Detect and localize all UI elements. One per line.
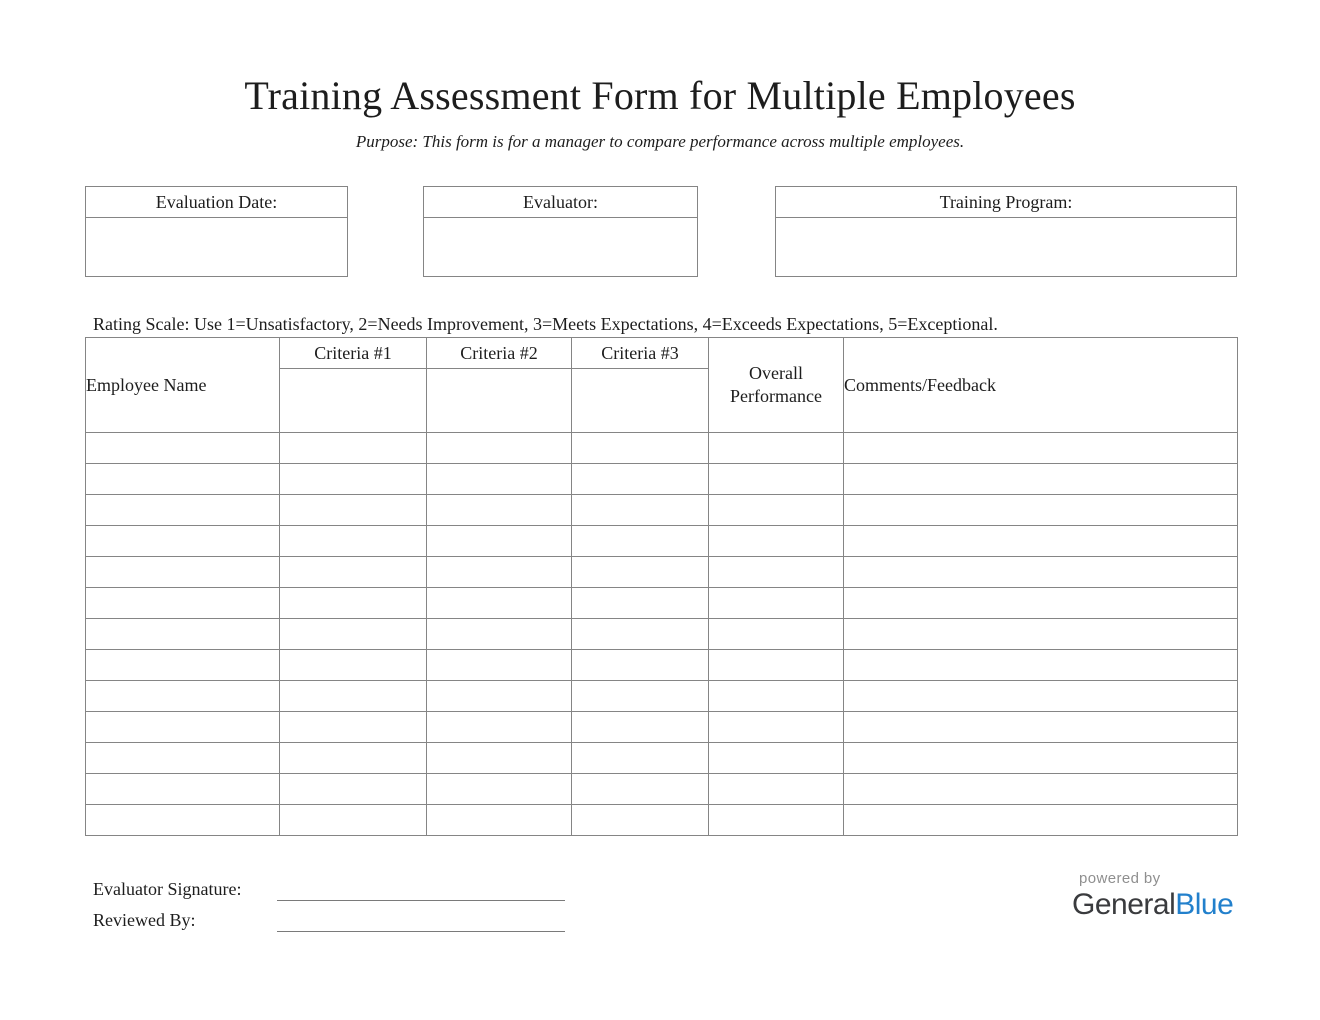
empty-cell[interactable] xyxy=(572,588,709,619)
table-row xyxy=(86,774,1238,805)
empty-cell[interactable] xyxy=(572,433,709,464)
column-header-criteria-1: Criteria #1 xyxy=(280,338,427,369)
empty-cell[interactable] xyxy=(86,526,280,557)
empty-cell[interactable] xyxy=(86,681,280,712)
evaluator-field[interactable] xyxy=(424,218,697,276)
empty-cell[interactable] xyxy=(280,681,427,712)
empty-cell[interactable] xyxy=(280,433,427,464)
empty-cell[interactable] xyxy=(844,774,1238,805)
empty-cell[interactable] xyxy=(280,774,427,805)
empty-cell[interactable] xyxy=(86,619,280,650)
table-row xyxy=(86,464,1238,495)
table-row xyxy=(86,681,1238,712)
table-row xyxy=(86,433,1238,464)
empty-cell[interactable] xyxy=(86,464,280,495)
empty-cell[interactable] xyxy=(709,743,844,774)
empty-cell[interactable] xyxy=(844,681,1238,712)
empty-cell[interactable] xyxy=(709,712,844,743)
table-row xyxy=(86,650,1238,681)
empty-cell[interactable] xyxy=(280,805,427,836)
evaluator-signature-line[interactable] xyxy=(277,874,565,901)
empty-cell[interactable] xyxy=(572,557,709,588)
column-header-comments-feedback: Comments/Feedback xyxy=(844,338,1238,433)
empty-cell[interactable] xyxy=(572,526,709,557)
empty-cell[interactable] xyxy=(709,774,844,805)
evaluator-label: Evaluator: xyxy=(424,187,697,218)
evaluation-date-box xyxy=(85,186,348,277)
empty-cell[interactable] xyxy=(844,495,1238,526)
empty-cell[interactable] xyxy=(427,557,572,588)
rating-scale-text: Rating Scale: Use 1=Unsatisfactory, 2=Needs Improvement, 3=Meets Expectations, 4=Exceeds Expectations, 5=Exceptional. xyxy=(93,314,998,334)
empty-cell[interactable] xyxy=(572,650,709,681)
empty-cell[interactable] xyxy=(427,743,572,774)
empty-cell[interactable] xyxy=(427,774,572,805)
empty-cell[interactable] xyxy=(844,619,1238,650)
empty-cell[interactable] xyxy=(709,464,844,495)
empty-cell[interactable] xyxy=(427,433,572,464)
empty-cell[interactable] xyxy=(709,805,844,836)
reviewed-by-row xyxy=(93,905,565,936)
empty-cell[interactable] xyxy=(427,464,572,495)
brand-name-general: General xyxy=(1072,888,1176,921)
empty-cell[interactable] xyxy=(572,805,709,836)
empty-cell[interactable] xyxy=(844,805,1238,836)
table-row xyxy=(86,743,1238,774)
table-row xyxy=(86,495,1238,526)
empty-cell[interactable] xyxy=(572,495,709,526)
empty-cell[interactable] xyxy=(86,495,280,526)
empty-cell[interactable] xyxy=(427,805,572,836)
table-row xyxy=(86,526,1238,557)
empty-cell[interactable] xyxy=(427,526,572,557)
empty-cell[interactable] xyxy=(280,495,427,526)
empty-cell[interactable] xyxy=(427,588,572,619)
empty-cell[interactable] xyxy=(427,681,572,712)
empty-cell[interactable] xyxy=(427,650,572,681)
table-row xyxy=(86,557,1238,588)
empty-cell[interactable] xyxy=(709,588,844,619)
empty-cell[interactable] xyxy=(280,526,427,557)
empty-cell[interactable] xyxy=(572,681,709,712)
brand-footer xyxy=(1072,870,1233,921)
empty-cell[interactable] xyxy=(709,681,844,712)
column-header-criteria-3: Criteria #3 xyxy=(572,338,709,369)
empty-cell[interactable] xyxy=(844,650,1238,681)
empty-cell[interactable] xyxy=(844,743,1238,774)
empty-cell[interactable] xyxy=(280,557,427,588)
empty-cell[interactable] xyxy=(572,743,709,774)
criteria-2-name-field[interactable] xyxy=(427,369,572,433)
empty-cell[interactable] xyxy=(86,588,280,619)
empty-cell[interactable] xyxy=(280,588,427,619)
assessment-table-header xyxy=(86,338,1238,433)
empty-cell[interactable] xyxy=(709,495,844,526)
assessment-table-body xyxy=(86,433,1238,836)
empty-cell[interactable] xyxy=(280,712,427,743)
training-program-label: Training Program: xyxy=(776,187,1236,218)
empty-cell[interactable] xyxy=(427,495,572,526)
signature-section xyxy=(93,874,565,936)
empty-cell[interactable] xyxy=(427,712,572,743)
column-header-employee-name: Employee Name xyxy=(86,338,280,433)
empty-cell[interactable] xyxy=(280,743,427,774)
empty-cell[interactable] xyxy=(572,712,709,743)
table-row xyxy=(86,619,1238,650)
empty-cell[interactable] xyxy=(844,526,1238,557)
empty-cell[interactable] xyxy=(86,712,280,743)
criteria-1-name-field[interactable] xyxy=(280,369,427,433)
empty-cell[interactable] xyxy=(280,650,427,681)
empty-cell[interactable] xyxy=(844,433,1238,464)
table-row xyxy=(86,588,1238,619)
evaluator-signature-label: Evaluator Signature: xyxy=(93,879,242,899)
empty-cell[interactable] xyxy=(844,588,1238,619)
column-header-overall-performance: Overall Performance xyxy=(709,338,844,433)
empty-cell[interactable] xyxy=(709,619,844,650)
column-header-criteria-2: Criteria #2 xyxy=(427,338,572,369)
empty-cell[interactable] xyxy=(844,557,1238,588)
assessment-table xyxy=(85,337,1238,836)
empty-cell[interactable] xyxy=(844,464,1238,495)
evaluator-box xyxy=(423,186,698,277)
info-boxes-row xyxy=(85,186,1237,277)
empty-cell[interactable] xyxy=(572,619,709,650)
empty-cell[interactable] xyxy=(86,805,280,836)
empty-cell[interactable] xyxy=(86,650,280,681)
empty-cell[interactable] xyxy=(280,619,427,650)
empty-cell[interactable] xyxy=(709,526,844,557)
brand-name-blue: Blue xyxy=(1175,888,1234,921)
empty-cell[interactable] xyxy=(86,557,280,588)
empty-cell[interactable] xyxy=(86,743,280,774)
empty-cell[interactable] xyxy=(709,650,844,681)
training-program-field[interactable] xyxy=(776,218,1236,276)
empty-cell[interactable] xyxy=(709,433,844,464)
empty-cell[interactable] xyxy=(572,464,709,495)
evaluation-date-field[interactable] xyxy=(86,218,347,276)
empty-cell[interactable] xyxy=(86,433,280,464)
empty-cell[interactable] xyxy=(844,712,1238,743)
evaluation-date-label: Evaluation Date: xyxy=(86,187,347,218)
page-subtitle: Purpose: This form is for a manager to compare performance across multiple employees. xyxy=(355,132,965,151)
training-program-box xyxy=(775,186,1237,277)
criteria-3-name-field[interactable] xyxy=(572,369,709,433)
empty-cell[interactable] xyxy=(709,557,844,588)
page-title: Training Assessment Form for Multiple Employees xyxy=(244,73,1076,118)
empty-cell[interactable] xyxy=(427,619,572,650)
empty-cell[interactable] xyxy=(280,464,427,495)
powered-by-text: powered by xyxy=(1079,870,1161,887)
empty-cell[interactable] xyxy=(572,774,709,805)
reviewed-by-line[interactable] xyxy=(277,905,565,932)
table-row xyxy=(86,805,1238,836)
reviewed-by-label: Reviewed By: xyxy=(93,910,196,930)
empty-cell[interactable] xyxy=(86,774,280,805)
evaluator-signature-row xyxy=(93,874,565,905)
table-row xyxy=(86,712,1238,743)
general-blue-logo xyxy=(1072,889,1233,921)
